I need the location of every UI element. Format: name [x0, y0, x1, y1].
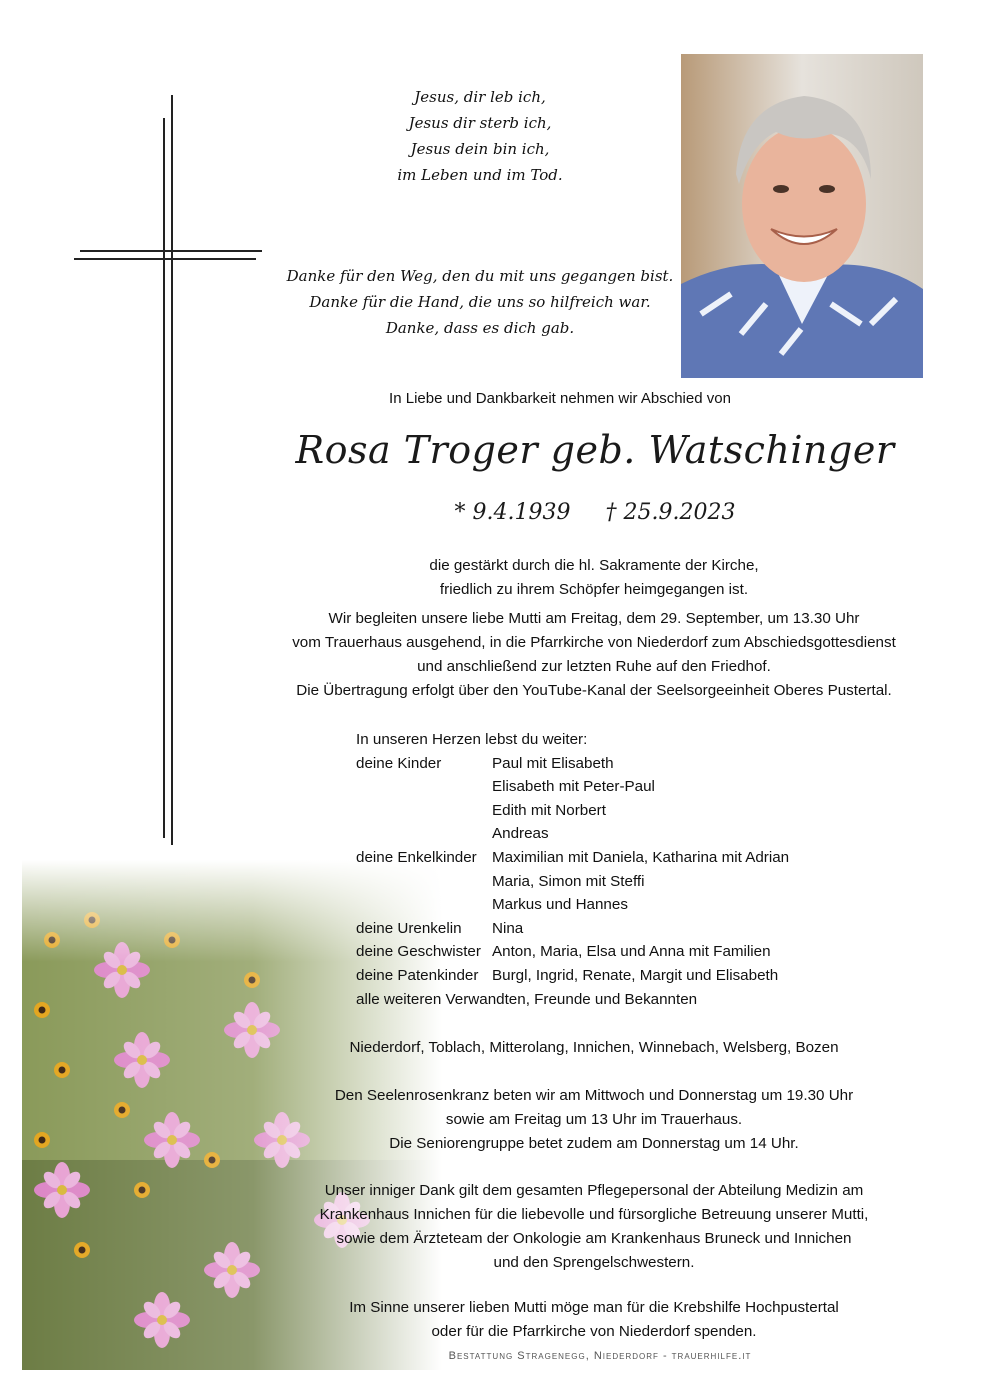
family-label: [356, 870, 492, 894]
verse-line: Danke für den Weg, den du mit uns gegangen bist.: [286, 267, 674, 285]
family-closing: alle weiteren Verwandten, Freunde und Bekannten: [356, 990, 698, 1008]
family-label: deine Geschwister: [356, 943, 481, 961]
family-label: deine Enkelkinder: [356, 848, 477, 866]
family-heading: In unseren Herzen lebst du weiter:: [356, 731, 588, 748]
text-line: Krankenhaus Innichen für die liebevolle und fürsorgliche Betreuung unserer Mutti,: [319, 1206, 869, 1223]
verse-line: Jesus dein bin ich,: [410, 140, 550, 158]
verse-line: Danke für die Hand, die uns so hilfreich war.: [309, 293, 651, 311]
verse-line: Jesus, dir leb ich,: [414, 88, 546, 106]
text-line: sowie am Freitag um 13 Uhr im Trauerhaus.: [445, 1111, 743, 1128]
family-row: [356, 964, 789, 988]
family-row: [356, 893, 789, 917]
text-line: friedlich zu ihrem Schöpfer heimgegangen ist.: [439, 581, 749, 598]
family-value: Maximilian mit Daniela, Katharina mit Adrian: [492, 848, 790, 866]
family-value: Paul mit Elisabeth: [492, 754, 614, 772]
family-value: Edith mit Norbert: [492, 801, 606, 819]
text-line: Wir begleiten unsere liebe Mutti am Freitag, dem 29. September, um 13.30 Uhr: [328, 610, 860, 627]
family-value: Anton, Maria, Elsa und Anna mit Familien: [492, 943, 771, 961]
cross-vertical-bar: [163, 118, 165, 838]
death-date: † 25.9.2023: [605, 500, 736, 525]
cross-horizontal-bar: [80, 250, 262, 252]
deceased-name: Rosa Troger geb. Watschinger: [295, 428, 895, 472]
text-line: sowie dem Ärzteteam der Onkologie am Krankenhaus Bruneck und Innichen: [336, 1230, 852, 1247]
verse-mid: [250, 263, 710, 341]
text-line: Den Seelenrosenkranz beten wir am Mittwoch und Donnerstag um 19.30 Uhr: [334, 1087, 854, 1104]
text-line: die gestärkt durch die hl. Sakramente der Kirche,: [429, 557, 759, 574]
verse-line: Danke, dass es dich gab.: [385, 319, 575, 337]
text-line: Die Übertragung erfolgt über den YouTube-Kanal der Seelsorgeeinheit Oberes Pustertal.: [296, 682, 892, 699]
family-row: [356, 870, 789, 894]
birth-date: * 9.4.1939: [454, 500, 571, 525]
family-label: [356, 799, 492, 823]
family-value: Andreas: [492, 825, 549, 843]
family-row: [356, 940, 789, 964]
cross-vertical-bar: [171, 95, 173, 845]
family-value: Elisabeth mit Peter-Paul: [492, 778, 655, 796]
intro-text: In Liebe und Dankbarkeit nehmen wir Abschied von: [389, 390, 731, 407]
text-line: Niederdorf, Toblach, Mitterolang, Innichen, Winnebach, Welsberg, Bozen: [349, 1039, 839, 1056]
cross-horizontal-bar: [74, 258, 256, 260]
family-label: deine Patenkinder: [356, 966, 479, 984]
family-value: Nina: [492, 919, 524, 937]
life-dates: [300, 500, 890, 525]
text-line: und den Sprengelschwestern.: [493, 1254, 695, 1271]
text-line: oder für die Pfarrkirche von Niederdorf spenden.: [431, 1323, 757, 1340]
family-label: deine Urenkelin: [356, 919, 462, 937]
family-value: Maria, Simon mit Steffi: [492, 872, 645, 890]
family-row: [356, 917, 789, 941]
verse-line: Jesus dir sterb ich,: [408, 114, 552, 132]
text-line: Die Seniorengruppe betet zudem am Donnerstag um 14 Uhr.: [389, 1135, 799, 1152]
family-row: [356, 752, 789, 776]
funeral-text: [234, 607, 954, 703]
family-label: deine Kinder: [356, 754, 442, 772]
family-value: Burgl, Ingrid, Renate, Margit und Elisabeth: [492, 966, 779, 984]
text-line: Im Sinne unserer lieben Mutti möge man für die Krebshilfe Hochpustertal: [349, 1299, 839, 1316]
sacrament-text: [234, 554, 954, 602]
donation-text: [234, 1296, 954, 1344]
places-text: [234, 1036, 954, 1060]
footer-credit: Bestattung Stragenegg, Niederdorf - trauerhilfe.it: [448, 1350, 752, 1362]
text-line: und anschließend zur letzten Ruhe auf den Friedhof.: [417, 658, 771, 675]
verse-top: [330, 84, 630, 188]
family-label: [356, 775, 492, 799]
family-row: [356, 822, 789, 846]
thanks-text: [234, 1179, 954, 1275]
text-line: Unser inniger Dank gilt dem gesamten Pflegepersonal der Abteilung Medizin am: [324, 1182, 864, 1199]
family-row: [356, 846, 789, 870]
family-row: [356, 775, 789, 799]
family-row: [356, 799, 789, 823]
family-value: Markus und Hannes: [492, 896, 628, 914]
verse-line: im Leben und im Tod.: [397, 166, 563, 184]
family-label: [356, 822, 492, 846]
family-label: [356, 893, 492, 917]
portrait-photo: [681, 54, 923, 378]
family-list: [356, 728, 789, 1011]
rosary-text: [234, 1084, 954, 1156]
text-line: vom Trauerhaus ausgehend, in die Pfarrkirche von Niederdorf zum Abschiedsgottesdienst: [292, 634, 896, 651]
